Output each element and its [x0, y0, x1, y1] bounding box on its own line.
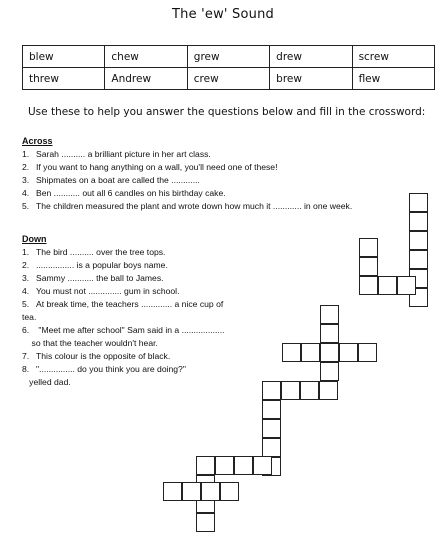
- table-cell: threw: [23, 68, 105, 90]
- clue-text: ................ is a popular boys name.: [36, 260, 168, 270]
- clue-number: 3.: [22, 273, 30, 283]
- crossword-cell[interactable]: [262, 400, 281, 419]
- crossword-cell[interactable]: [196, 513, 215, 532]
- clue-number: 8.: [22, 364, 30, 374]
- crossword-cell[interactable]: [359, 257, 378, 276]
- clue-text: "............... do you think you are doing?": [36, 364, 186, 374]
- table-cell: drew: [270, 46, 352, 68]
- crossword-cell[interactable]: [220, 482, 239, 501]
- down-clue: [22, 377, 71, 387]
- clue-number: 2.: [22, 162, 30, 172]
- crossword-cell[interactable]: [320, 362, 339, 381]
- crossword-cell[interactable]: [201, 482, 220, 501]
- down-clue: [22, 325, 225, 335]
- crossword-cell[interactable]: [196, 456, 215, 475]
- clue-number: 6.: [22, 325, 30, 335]
- clue-text: Ben ........... out all 6 candles on his birthday cake.: [36, 188, 226, 198]
- table-cell: blew: [23, 46, 105, 68]
- across-clue: [22, 201, 352, 211]
- clue-text: Sammy ........... the ball to James.: [36, 273, 164, 283]
- clue-number: 5.: [22, 201, 30, 211]
- down-clue: [22, 338, 158, 348]
- table-cell: flew: [352, 68, 434, 90]
- clue-text: yelled dad.: [22, 377, 71, 387]
- down-clue: [22, 351, 170, 361]
- across-clue: [22, 162, 277, 172]
- table-row: [23, 68, 435, 90]
- crossword-cell[interactable]: [253, 456, 272, 475]
- clue-text: You must not .............. gum in school.: [36, 286, 180, 296]
- crossword-cell[interactable]: [409, 250, 428, 269]
- table-cell: brew: [270, 68, 352, 90]
- crossword-cell[interactable]: [409, 231, 428, 250]
- instructions: Use these to help you answer the questions below and fill in the crossword:: [28, 106, 426, 118]
- crossword-cell[interactable]: [320, 324, 339, 343]
- crossword-cell[interactable]: [262, 381, 281, 400]
- crossword-cell[interactable]: [409, 193, 428, 212]
- crossword-cell[interactable]: [358, 343, 377, 362]
- word-bank-table: [22, 45, 435, 90]
- clue-text: so that the teacher wouldn't hear.: [22, 338, 158, 348]
- crossword-cell[interactable]: [339, 343, 358, 362]
- clue-number: 2.: [22, 260, 30, 270]
- down-clue: [22, 299, 223, 309]
- crossword-cell[interactable]: [234, 456, 253, 475]
- clue-number: 1.: [22, 247, 30, 257]
- clue-text: Sarah .......... a brilliant picture in her art class.: [36, 149, 211, 159]
- crossword-cell[interactable]: [397, 276, 416, 295]
- table-cell: crew: [187, 68, 269, 90]
- clue-number: 4.: [22, 286, 30, 296]
- crossword-cell[interactable]: [378, 276, 397, 295]
- crossword-cell[interactable]: [163, 482, 182, 501]
- clue-number: 1.: [22, 149, 30, 159]
- crossword-cell[interactable]: [282, 343, 301, 362]
- down-clue: [22, 273, 164, 283]
- across-heading: Across: [22, 136, 53, 146]
- crossword-cell[interactable]: [300, 381, 319, 400]
- down-clue: [22, 364, 186, 374]
- table-cell: Andrew: [105, 68, 187, 90]
- crossword-cell[interactable]: [182, 482, 201, 501]
- crossword-cell[interactable]: [281, 381, 300, 400]
- down-clue: [22, 286, 179, 296]
- crossword-cell[interactable]: [215, 456, 234, 475]
- clue-number: 3.: [22, 175, 30, 185]
- crossword-cell[interactable]: [359, 276, 378, 295]
- across-clue: [22, 188, 226, 198]
- crossword-cell[interactable]: [319, 381, 338, 400]
- crossword-cell[interactable]: [359, 238, 378, 257]
- across-clue: [22, 175, 200, 185]
- clue-text: "Meet me after school" Sam said in a ..................: [36, 325, 225, 335]
- crossword-cell[interactable]: [301, 343, 320, 362]
- table-row: [23, 46, 435, 68]
- crossword-cell[interactable]: [409, 212, 428, 231]
- down-clue: [22, 247, 165, 257]
- crossword-cell[interactable]: [320, 343, 339, 362]
- table-cell: grew: [187, 46, 269, 68]
- crossword-cell[interactable]: [262, 438, 281, 457]
- clue-text: The children measured the plant and wrote down how much it ............ in one week.: [36, 201, 353, 211]
- crossword-cell[interactable]: [320, 305, 339, 324]
- down-clue: [22, 260, 168, 270]
- table-cell: screw: [352, 46, 434, 68]
- clue-number: 7.: [22, 351, 30, 361]
- clue-text: The bird .......... over the tree tops.: [36, 247, 166, 257]
- crossword-cell[interactable]: [262, 419, 281, 438]
- clue-number: 4.: [22, 188, 30, 198]
- clue-text: This colour is the opposite of black.: [36, 351, 171, 361]
- down-heading: Down: [22, 234, 47, 244]
- clue-number: 5.: [22, 299, 30, 309]
- table-cell: chew: [105, 46, 187, 68]
- clue-text: If you want to hang anything on a wall, you'll need one of these!: [36, 162, 278, 172]
- page-title: The 'ew' Sound: [172, 7, 274, 22]
- clue-text: Shipmates on a boat are called the ............: [36, 175, 200, 185]
- down-clue: [22, 312, 36, 322]
- clue-text: tea.: [22, 312, 37, 322]
- across-clue: [22, 149, 211, 159]
- clue-text: At break time, the teachers ............. a nice cup of: [36, 299, 224, 309]
